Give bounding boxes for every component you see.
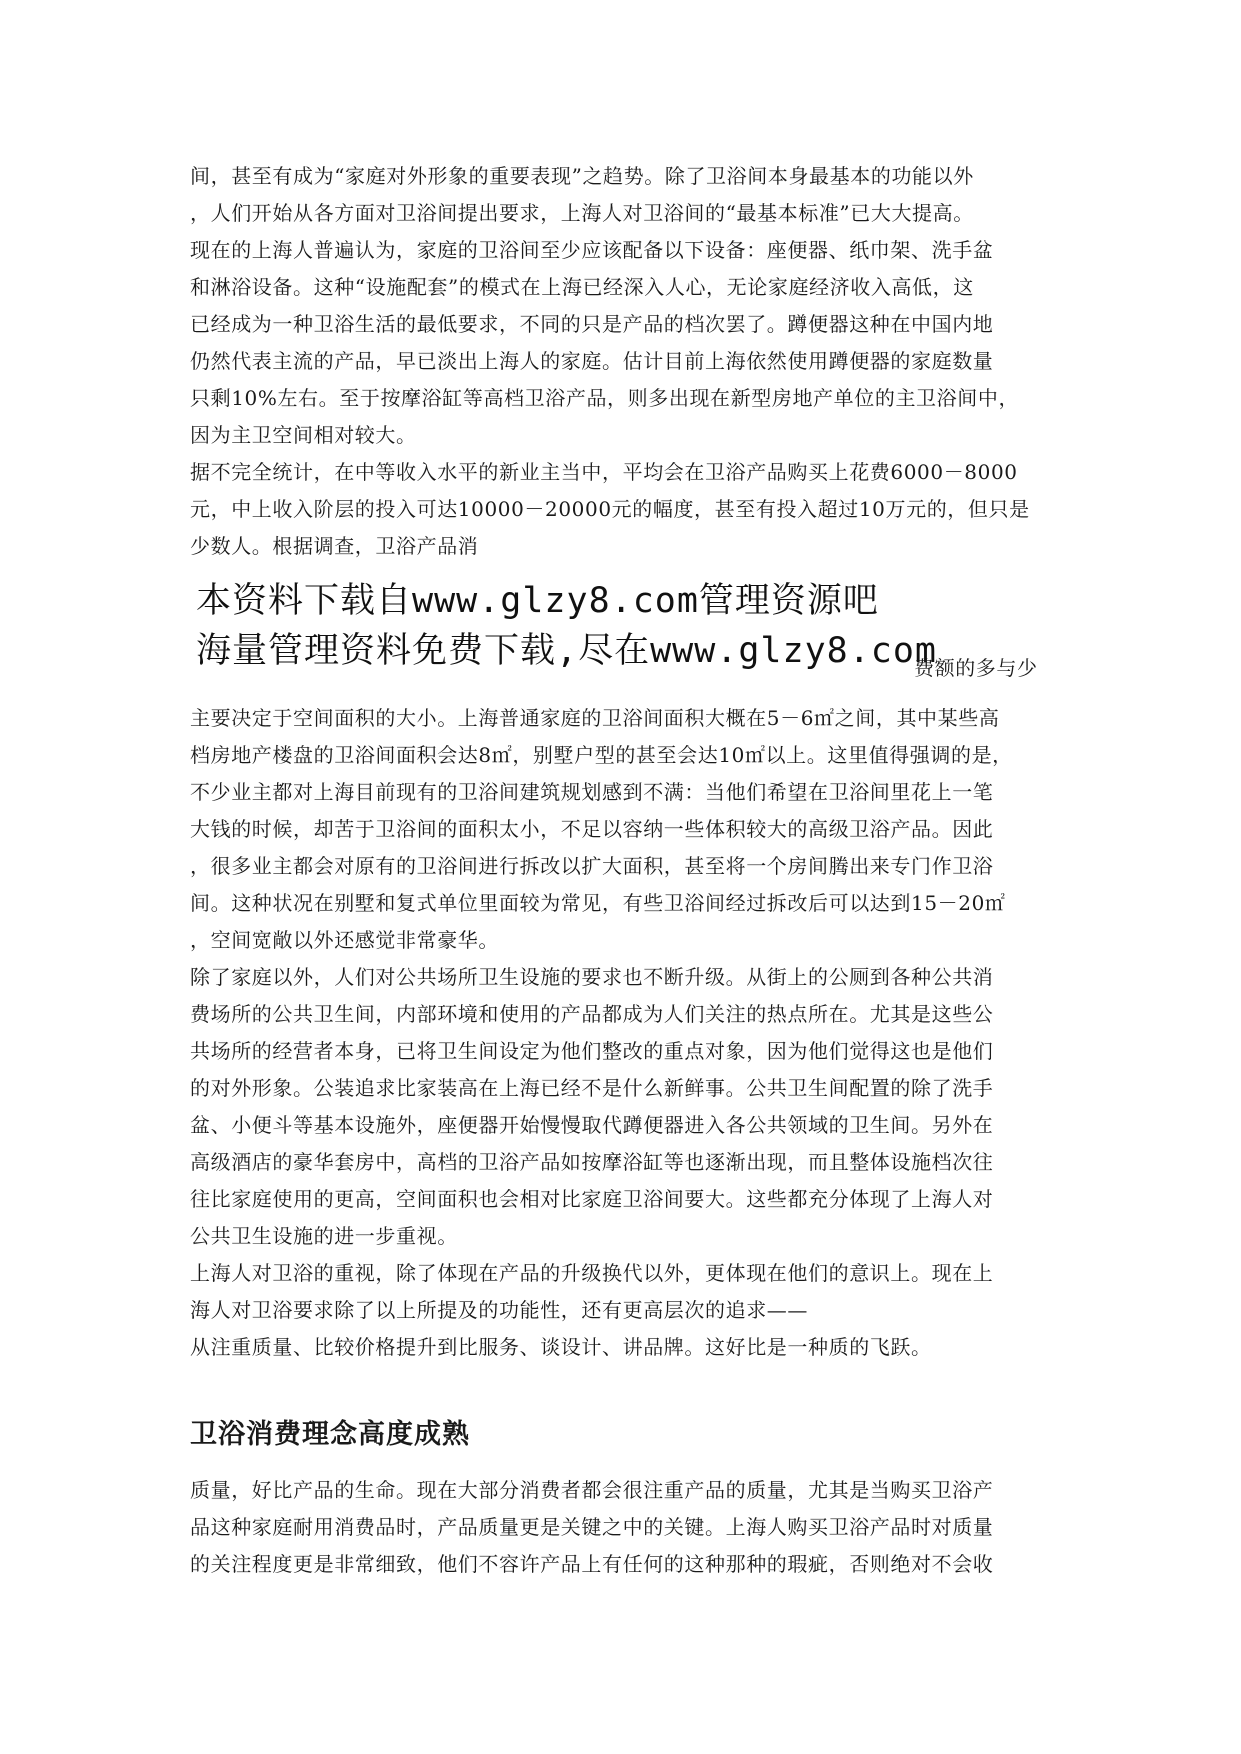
text-line: 品这种家庭耐用消费品时，产品质量更是关键之中的关键。上海人购买卫浴产品时对质量 bbox=[190, 1515, 994, 1539]
text-line: 的关注程度更是非常细致，他们不容许产品上有任何的这种那种的瑕疵，否则绝对不会收 bbox=[190, 1552, 994, 1576]
text-line: 费场所的公共卫生间，内部环境和使用的产品都成为人们关注的热点所在。尤其是这些公 bbox=[190, 1002, 994, 1026]
text-line: 的对外形象。公装追求比家装高在上海已经不是什么新鲜事。公共卫生间配置的除了洗手 bbox=[190, 1076, 994, 1100]
text-line: 和淋浴设备。这种“设施配套”的模式在上海已经深入人心，无论家庭经济收入高低，这 bbox=[190, 275, 974, 299]
text-line: 海人对卫浴要求除了以上所提及的功能性，还有更高层次的追求—— bbox=[190, 1298, 808, 1322]
watermark-banner-line-1: 本资料下载自www.glzy8.com管理资源吧 bbox=[196, 581, 879, 621]
text-line: 据不完全统计，在中等收入水平的新业主当中，平均会在卫浴产品购买上花费6000－8000 bbox=[190, 460, 1018, 484]
text-line: 盆、小便斗等基本设施外，座便器开始慢慢取代蹲便器进入各公共领域的卫生间。另外在 bbox=[190, 1113, 994, 1137]
text-line: 间。这种状况在别墅和复式单位里面较为常见，有些卫浴间经过拆改后可以达到15－20㎡ bbox=[190, 891, 1006, 915]
text-line: 除了家庭以外，人们对公共场所卫生设施的要求也不断升级。从街上的公厕到各种公共消 bbox=[190, 965, 994, 989]
text-line: 只剩10%左右。至于按摩浴缸等高档卫浴产品，则多出现在新型房地产单位的主卫浴间中， bbox=[190, 386, 1020, 410]
text-line: 档房地产楼盘的卫浴间面积会达8㎡，别墅户型的甚至会达10㎡以上。这里值得强调的是， bbox=[190, 743, 1013, 767]
text-line: 不少业主都对上海目前现有的卫浴间建筑规划感到不满：当他们希望在卫浴间里花上一笔 bbox=[190, 780, 994, 804]
text-line: 上海人对卫浴的重视，除了体现在产品的升级换代以外，更体现在他们的意识上。现在上 bbox=[190, 1261, 994, 1285]
text-line: 已经成为一种卫浴生活的最低要求，不同的只是产品的档次罢了。蹲便器这种在中国内地 bbox=[190, 312, 994, 336]
watermark-banner-line-2: 海量管理资料免费下载,尽在www.glzy8.com bbox=[196, 631, 938, 671]
text-line: ，很多业主都会对原有的卫浴间进行拆改以扩大面积，甚至将一个房间腾出来专门作卫浴 bbox=[190, 854, 994, 878]
text-line: 共场所的经营者本身，已将卫生间设定为他们整改的重点对象，因为他们觉得这也是他们 bbox=[190, 1039, 994, 1063]
text-line: 主要决定于空间面积的大小。上海普通家庭的卫浴间面积大概在5－6㎡之间，其中某些高 bbox=[190, 706, 1000, 730]
text-line: 少数人。根据调查，卫浴产品消 bbox=[190, 534, 479, 558]
text-line: 质量，好比产品的生命。现在大部分消费者都会很注重产品的质量，尤其是当购买卫浴产 bbox=[190, 1478, 994, 1502]
text-line: 大钱的时候，却苦于卫浴间的面积太小，不足以容纳一些体积较大的高级卫浴产品。因此 bbox=[190, 817, 994, 841]
text-line: 高级酒店的豪华套房中，高档的卫浴产品如按摩浴缸等也逐渐出现，而且整体设施档次往 bbox=[190, 1150, 994, 1174]
text-line: ，人们开始从各方面对卫浴间提出要求，上海人对卫浴间的“最基本标准”已大大提高。 bbox=[190, 201, 974, 225]
banner-tail-text: 费额的多与少 bbox=[914, 656, 1038, 680]
text-line: 从注重质量、比较价格提升到比服务、谈设计、讲品牌。这好比是一种质的飞跃。 bbox=[190, 1335, 932, 1359]
text-line: 现在的上海人普遍认为，家庭的卫浴间至少应该配备以下设备：座便器、纸巾架、洗手盆 bbox=[190, 238, 994, 262]
section-heading: 卫浴消费理念高度成熟 bbox=[190, 1419, 470, 1450]
text-line: 往比家庭使用的更高，空间面积也会相对比家庭卫浴间要大。这些都充分体现了上海人对 bbox=[190, 1187, 994, 1211]
text-line: 公共卫生设施的进一步重视。 bbox=[190, 1224, 458, 1248]
text-line: 元，中上收入阶层的投入可达10000－20000元的幅度，甚至有投入超过10万元的，但只是 bbox=[190, 497, 1030, 521]
text-line: 间，甚至有成为“家庭对外形象的重要表现”之趋势。除了卫浴间本身最基本的功能以外 bbox=[190, 164, 974, 188]
text-line: ，空间宽敞以外还感觉非常豪华。 bbox=[190, 928, 499, 952]
text-line: 仍然代表主流的产品，早已淡出上海人的家庭。估计目前上海依然使用蹲便器的家庭数量 bbox=[190, 349, 994, 373]
text-line: 因为主卫空间相对较大。 bbox=[190, 423, 417, 447]
